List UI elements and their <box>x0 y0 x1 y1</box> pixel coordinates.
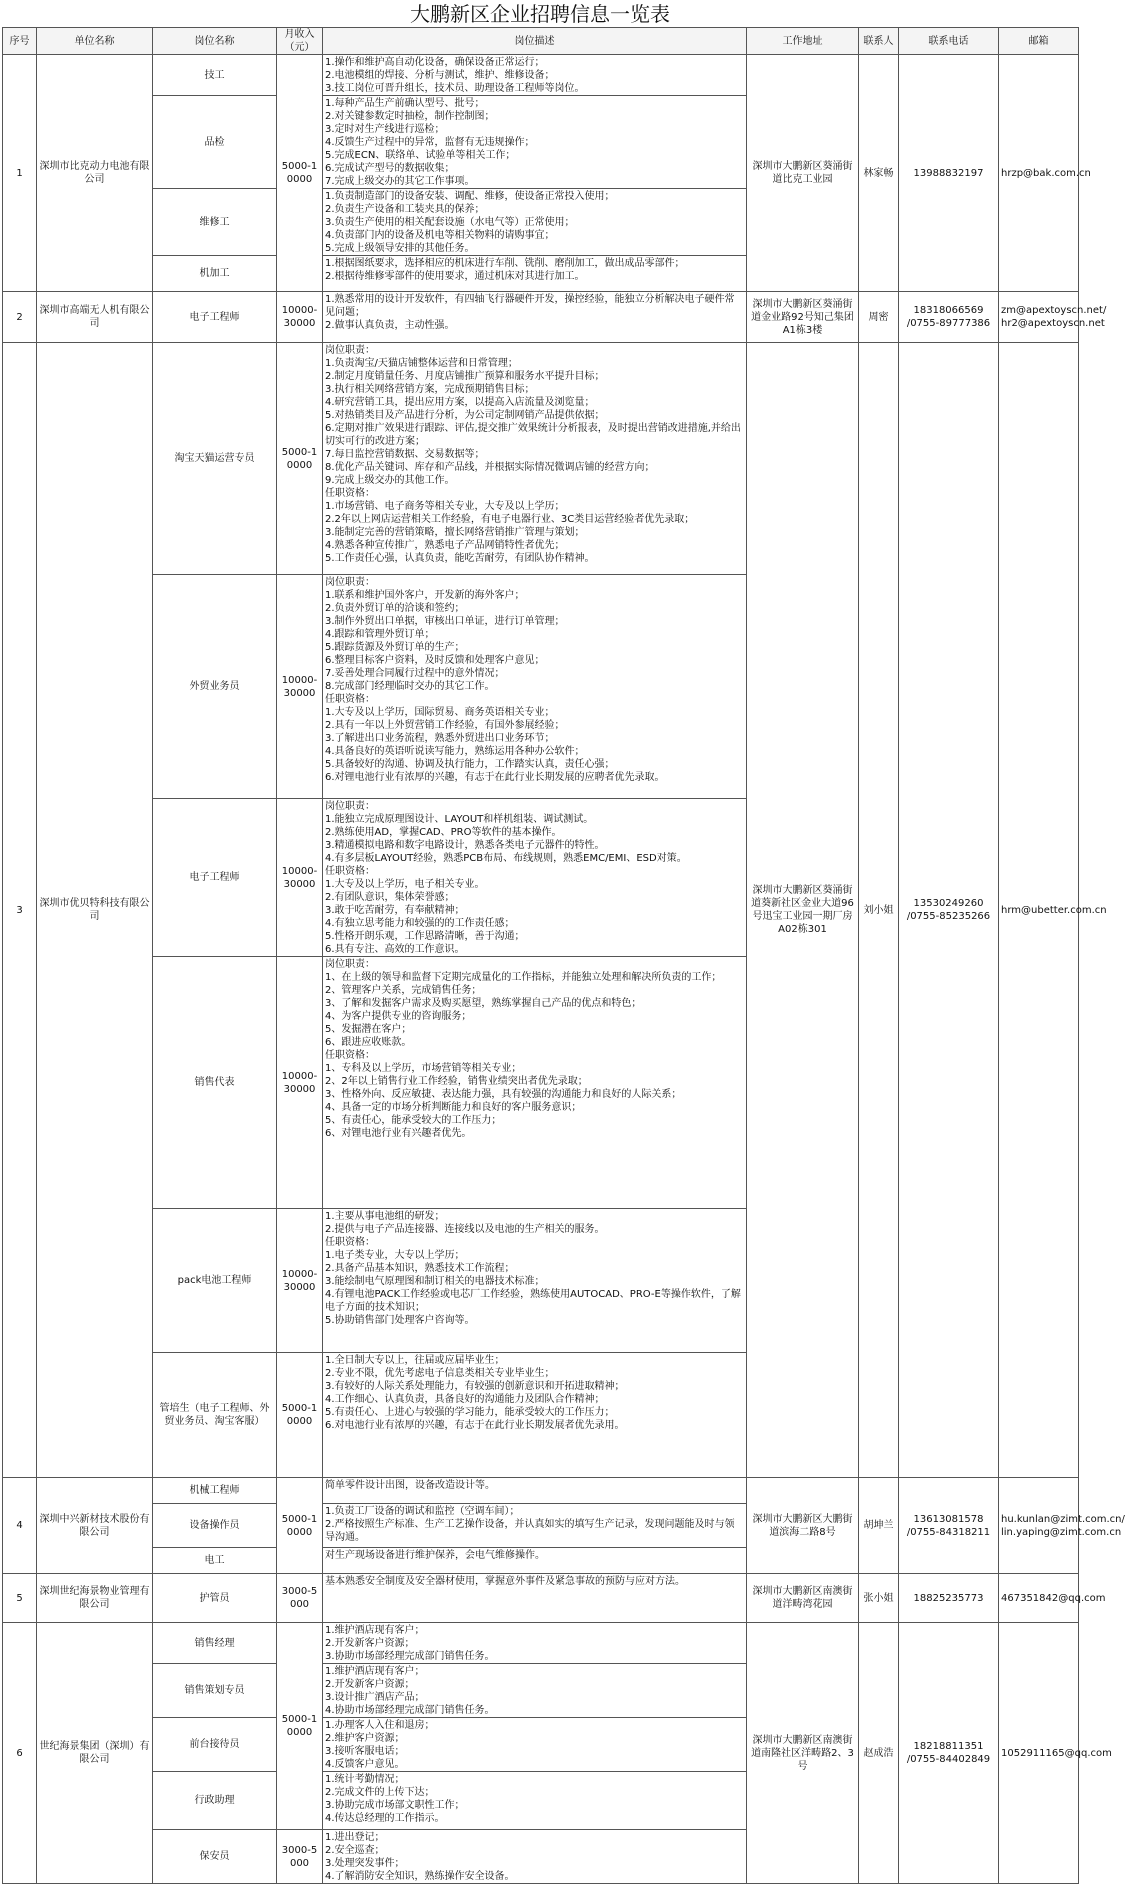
header-no: 序号 <box>3 28 37 55</box>
job-title: 电工 <box>153 1548 277 1574</box>
job-title: 护管员 <box>153 1574 277 1623</box>
company-name: 深圳市高端无人机有限公司 <box>37 292 153 343</box>
job-title: 前台接待员 <box>153 1718 277 1772</box>
company-name: 深圳市比克动力电池有限公司 <box>37 55 153 292</box>
header-row <box>3 28 1079 55</box>
contact-person: 刘小姐 <box>859 343 899 1478</box>
job-description: 岗位职责： 1.联系和维护国外客户，开发新的海外客户； 2.负责外贸订单的洽谈和签约； 3.制作外贸出口单据，审核出口单证，进行订单管理； 4.跟踪和管理外贸订单； 5.跟踪货源及外贸订单的生产； 6.整理目标客户资料，及时反馈和处理客户意见； 7.妥善处理合同履行过程中的意外情况； 8.完成部门经理临时交办的其它工作。 任职资格： 1.大专及以上学历，国际贸易、商务英语相关专业； 2.具有一年以上外贸营销工作经验，有国外参展经验； 3.了解进出口业务流程，熟悉外贸进出口业务环节； 4.具备良好的英语听说读写能力，熟练运用各种办公软件； 5.具备较好的沟通、协调及执行能力，工作踏实认真，责任心强； 6.对锂电池行业有浓厚的兴趣，有志于在此行业长期发展的应聘者优先录取。 <box>323 575 747 799</box>
company-address: 深圳市大鹏新区南澳街道南隆社区洋畴路2、3号 <box>747 1623 859 1884</box>
company-name: 深圳中兴新材技术股份有限公司 <box>37 1478 153 1574</box>
recruitment-table <box>2 27 1125 1884</box>
header-salary: 月收入 （元） <box>277 28 323 55</box>
job-description: 1.主要从事电池组的研发； 2.提供与电子产品连接器、连接线以及电池的生产相关的服务。 任职资格： 1.电子类专业，大专以上学历； 2.具备产品基本知识，熟悉技术工作流程； 3.能绘制电气原理图和制订相关的电器技术标准； 4.有锂电池PACK工作经验或电芯厂工作经验，熟练使用AUTOCAD、PRO-E等操作软件，了解电子方面的技术知识； 5.协助销售部门处理客户咨询等。 <box>323 1209 747 1353</box>
header-email: 邮箱 <box>999 28 1079 55</box>
job-salary: 10000-30000 <box>277 1209 323 1353</box>
table-row <box>3 292 1079 343</box>
contact-email: 1052911165@qq.com <box>999 1623 1079 1884</box>
job-description: 对生产现场设备进行维护保养，会电气维修操作。 <box>323 1548 747 1574</box>
job-title: pack电池工程师 <box>153 1209 277 1353</box>
header-description: 岗位描述 <box>323 28 747 55</box>
job-salary: 5000-10000 <box>277 1353 323 1478</box>
header-address: 工作地址 <box>747 28 859 55</box>
job-title: 保安员 <box>153 1830 277 1884</box>
contact-phone: 18318066569 /0755-89777386 <box>899 292 999 343</box>
job-title: 销售策划专员 <box>153 1664 277 1718</box>
job-description: 1.统计考勤情况； 2.完成文件的上传下达； 3.协助完成市场部文职性工作； 4.传达总经理的工作指示。 <box>323 1772 747 1830</box>
contact-email: hu.kunlan@zimt.com.cn/ lin.yaping@zimt.com.cn <box>999 1478 1079 1574</box>
contact-person: 周密 <box>859 292 899 343</box>
header-company: 单位名称 <box>37 28 153 55</box>
contact-phone: 13530249260 /0755-85235266 <box>899 343 999 1478</box>
job-title: 销售代表 <box>153 957 277 1209</box>
job-salary: 3000-5000 <box>277 1574 323 1623</box>
company-number: 5 <box>3 1574 37 1623</box>
company-address: 深圳市大鹏新区葵涌街道比克工业园 <box>747 55 859 292</box>
company-number: 2 <box>3 292 37 343</box>
job-salary: 5000-10000 <box>277 55 323 292</box>
job-title: 维修工 <box>153 189 277 256</box>
job-description: 基本熟悉安全制度及安全器材使用，掌握意外事件及紧急事故的预防与应对方法。 <box>323 1574 747 1623</box>
job-salary: 10000-30000 <box>277 957 323 1209</box>
table-body <box>3 55 1125 1884</box>
job-description: 岗位职责： 1.负责淘宝/天猫店铺整体运营和日常管理； 2.制定月度销量任务、月度店铺推广预算和服务水平提升目标； 3.执行相关网络营销方案，完成预期销售目标； 4.研究营销工具，提出应用方案，以提高入店流量及浏览量； 5.对热销类目及产品进行分析，为公司定制网销产品提供依据； 6.定期对推广效果进行跟踪、评估,提交推广效果统计分析报表，及时提出营销改进措施,并给出切实可行的改进方案； 7.每日监控营销数据、交易数据等； 8.优化产品关键词、库存和产品线，并根据实际情况微调店铺的经营方向； 9.完成上级交办的其他工作。 任职资格： 1.市场营销、电子商务等相关专业，大专及以上学历； 2.2年以上网店运营相关工作经验，有电子电器行业、3C类目运营经验者优先录取； 3.能制定完善的营销策略，擅长网络营销推广管理与策划； 4.熟悉各种宣传推广，熟悉电子产品网销特性者优先； 5.工作责任心强，认真负责，能吃苦耐劳，有团队协作精神。 <box>323 343 747 575</box>
company-name: 深圳市优贝特科技有限公司 <box>37 343 153 1478</box>
table-row <box>3 1623 1079 1664</box>
company-name: 深圳世纪海景物业管理有限公司 <box>37 1574 153 1623</box>
company-number: 1 <box>3 55 37 292</box>
job-title: 行政助理 <box>153 1772 277 1830</box>
header-contact: 联系人 <box>859 28 899 55</box>
contact-email: zm@apextoyscn.net/ hr2@apextoyscn.net <box>999 292 1079 343</box>
company-address: 深圳市大鹏新区葵涌街道葵新社区金业大道96号迅宝工业园一期厂房A02栋301 <box>747 343 859 1478</box>
table-row <box>3 1574 1079 1623</box>
contact-person: 张小姐 <box>859 1574 899 1623</box>
job-description: 1.每种产品生产前确认型号、批号； 2.对关键参数定时抽检，制作控制图； 3.定时对生产线进行巡检； 4.反馈生产过程中的异常，监督有无违规操作； 5.完成ECN、联络单、试验单等相关工作； 6.完成试产型号的数据收集； 7.完成上级交办的其它工作事项。 <box>323 96 747 189</box>
job-salary: 5000-10000 <box>277 343 323 575</box>
contact-phone: 18825235773 <box>899 1574 999 1623</box>
job-description: 1.维护酒店现有客户； 2.开发新客户资源； 3.设计推广酒店产品； 4.协助市场部经理完成部门销售任务。 <box>323 1664 747 1718</box>
job-salary: 10000-30000 <box>277 575 323 799</box>
table-row <box>3 1478 1079 1504</box>
job-description: 简单零件设计出图，设备改造设计等。 <box>323 1478 747 1504</box>
table-row <box>3 343 1079 575</box>
header-phone: 联系电话 <box>899 28 999 55</box>
company-address: 深圳市大鹏新区葵涌街道金业路92号知己集团A1栋3楼 <box>747 292 859 343</box>
job-title: 电子工程师 <box>153 292 277 343</box>
table-row <box>3 55 1079 96</box>
company-address: 深圳市大鹏新区南澳街道洋畴湾花园 <box>747 1574 859 1623</box>
page-title: 大鹏新区企业招聘信息一览表 <box>410 2 670 26</box>
contact-person: 赵成浩 <box>859 1623 899 1884</box>
company-number: 3 <box>3 343 37 1478</box>
job-title: 技工 <box>153 55 277 96</box>
job-salary: 5000-10000 <box>277 1478 323 1574</box>
job-description: 1.全日制大专以上，往届或应届毕业生； 2.专业不限，优先考虑电子信息类相关专业毕业生； 3.有较好的人际关系处理能力，有较强的创新意识和开拓进取精神； 4.工作细心、认真负责，具备良好的沟通能力及团队合作精神； 5.有责任心、上进心与较强的学习能力，能承受较大的工作压力； 6.对电池行业有浓厚的兴趣，有志于在此行业长期发展者优先录用。 <box>323 1353 747 1478</box>
company-address: 深圳市大鹏新区大鹏街道滨海二路8号 <box>747 1478 859 1574</box>
contact-phone: 18218811351 /0755-84402849 <box>899 1623 999 1884</box>
job-description: 1.维护酒店现有客户； 2.开发新客户资源； 3.协助市场部经理完成部门销售任务。 <box>323 1623 747 1664</box>
contact-person: 林家畅 <box>859 55 899 292</box>
job-description: 1.根据图纸要求，选择相应的机床进行车削、铣削、磨削加工，做出成品零部件； 2.根据待维修零部件的使用要求，通过机床对其进行加工。 <box>323 256 747 292</box>
job-title: 外贸业务员 <box>153 575 277 799</box>
job-description: 1.负责制造部门的设备安装、调配、维修，使设备正常投入使用； 2.负责生产设备和工装夹具的保养； 3.负责生产使用的相关配套设施（水电气等）正常使用； 4.负责部门内的设备及机电等相关物料的请购事宜； 5.完成上级领导安排的其他任务。 <box>323 189 747 256</box>
job-salary: 3000-5000 <box>277 1830 323 1884</box>
contact-phone: 13613081578 /0755-84318211 <box>899 1478 999 1574</box>
job-title: 淘宝天猫运营专员 <box>153 343 277 575</box>
job-description: 1.办理客人入住和退房； 2.维护客户资源； 3.接听客服电话； 4.反馈客户意见。 <box>323 1718 747 1772</box>
contact-email: 467351842@qq.com <box>999 1574 1079 1623</box>
job-title: 电子工程师 <box>153 799 277 957</box>
job-title: 管培生（电子工程师、外贸业务员、淘宝客服） <box>153 1353 277 1478</box>
company-number: 4 <box>3 1478 37 1574</box>
job-description: 岗位职责： 1、在上级的领导和监督下定期完成量化的工作指标，并能独立处理和解决所负责的工作； 2、管理客户关系，完成销售任务； 3、了解和发掘客户需求及购买愿望，熟练掌握自己产品的优点和特色； 4、为客户提供专业的咨询服务； 5、发掘潜在客户； 6、跟进应收账款。 任职资格： 1、专科及以上学历，市场营销等相关专业； 2、2年以上销售行业工作经验，销售业绩突出者优先录取； 3、性格外向、反应敏捷、表达能力强，具有较强的沟通能力和良好的人际关系； 4、具备一定的市场分析判断能力和良好的客户服务意识； 5、有责任心，能承受较大的工作压力； 6、对锂电池行业有兴趣者优先。 <box>323 957 747 1209</box>
job-salary: 10000-30000 <box>277 292 323 343</box>
job-description: 1.操作和维护高自动化设备，确保设备正常运行； 2.电池模组的焊接、分析与测试，维护、维修设备； 3.技工岗位可晋升组长，技术员、助理设备工程师等岗位。 <box>323 55 747 96</box>
job-title: 销售经理 <box>153 1623 277 1664</box>
job-description: 1.进出登记； 2.安全巡查； 3.处理突发事件； 4.了解消防安全知识，熟练操作安全设备。 <box>323 1830 747 1884</box>
header-position: 岗位名称 <box>153 28 277 55</box>
job-salary: 5000-10000 <box>277 1623 323 1830</box>
job-title: 设备操作员 <box>153 1504 277 1548</box>
company-name: 世纪海景集团（深圳）有限公司 <box>37 1623 153 1884</box>
job-description: 岗位职责： 1.能独立完成原理图设计、LAYOUT和样机组装、调试测试。 2.熟练使用AD，掌握CAD、PRO等软件的基本操作。 3.精通模拟电路和数字电路设计，熟悉各类电子元器件的特性。 4.有多层板LAYOUT经验，熟悉PCB布局、布线规则，熟悉EMC/EMI、ESD对策。 任职资格： 1.大专及以上学历，电子相关专业。 2.有团队意识，集体荣誉感； 3.敢于吃苦耐劳，有奉献精神； 4.有独立思考能力和较强的的工作责任感； 5.性格开朗乐观，工作思路清晰，善于沟通； 6.具有专注、高效的工作意识。 <box>323 799 747 957</box>
contact-email: hrzp@bak.com.cn <box>999 55 1079 292</box>
job-title: 机加工 <box>153 256 277 292</box>
contact-phone: 13988832197 <box>899 55 999 292</box>
job-description: 1.负责工厂设备的调试和监控（空调车间）； 2.严格按照生产标准、生产工艺操作设备，并认真如实的填写生产记录，发现问题能及时与领导沟通。 <box>323 1504 747 1548</box>
job-title: 品检 <box>153 96 277 189</box>
contact-email: hrm@ubetter.com.cn <box>999 343 1079 1478</box>
job-title: 机械工程师 <box>153 1478 277 1504</box>
contact-person: 胡坤兰 <box>859 1478 899 1574</box>
company-number: 6 <box>3 1623 37 1884</box>
job-description: 1.熟悉常用的设计开发软件，有四轴飞行器硬件开发，操控经验，能独立分析解决电子硬件常见问题； 2.做事认真负责，主动性强。 <box>323 292 747 343</box>
job-salary: 10000-30000 <box>277 799 323 957</box>
